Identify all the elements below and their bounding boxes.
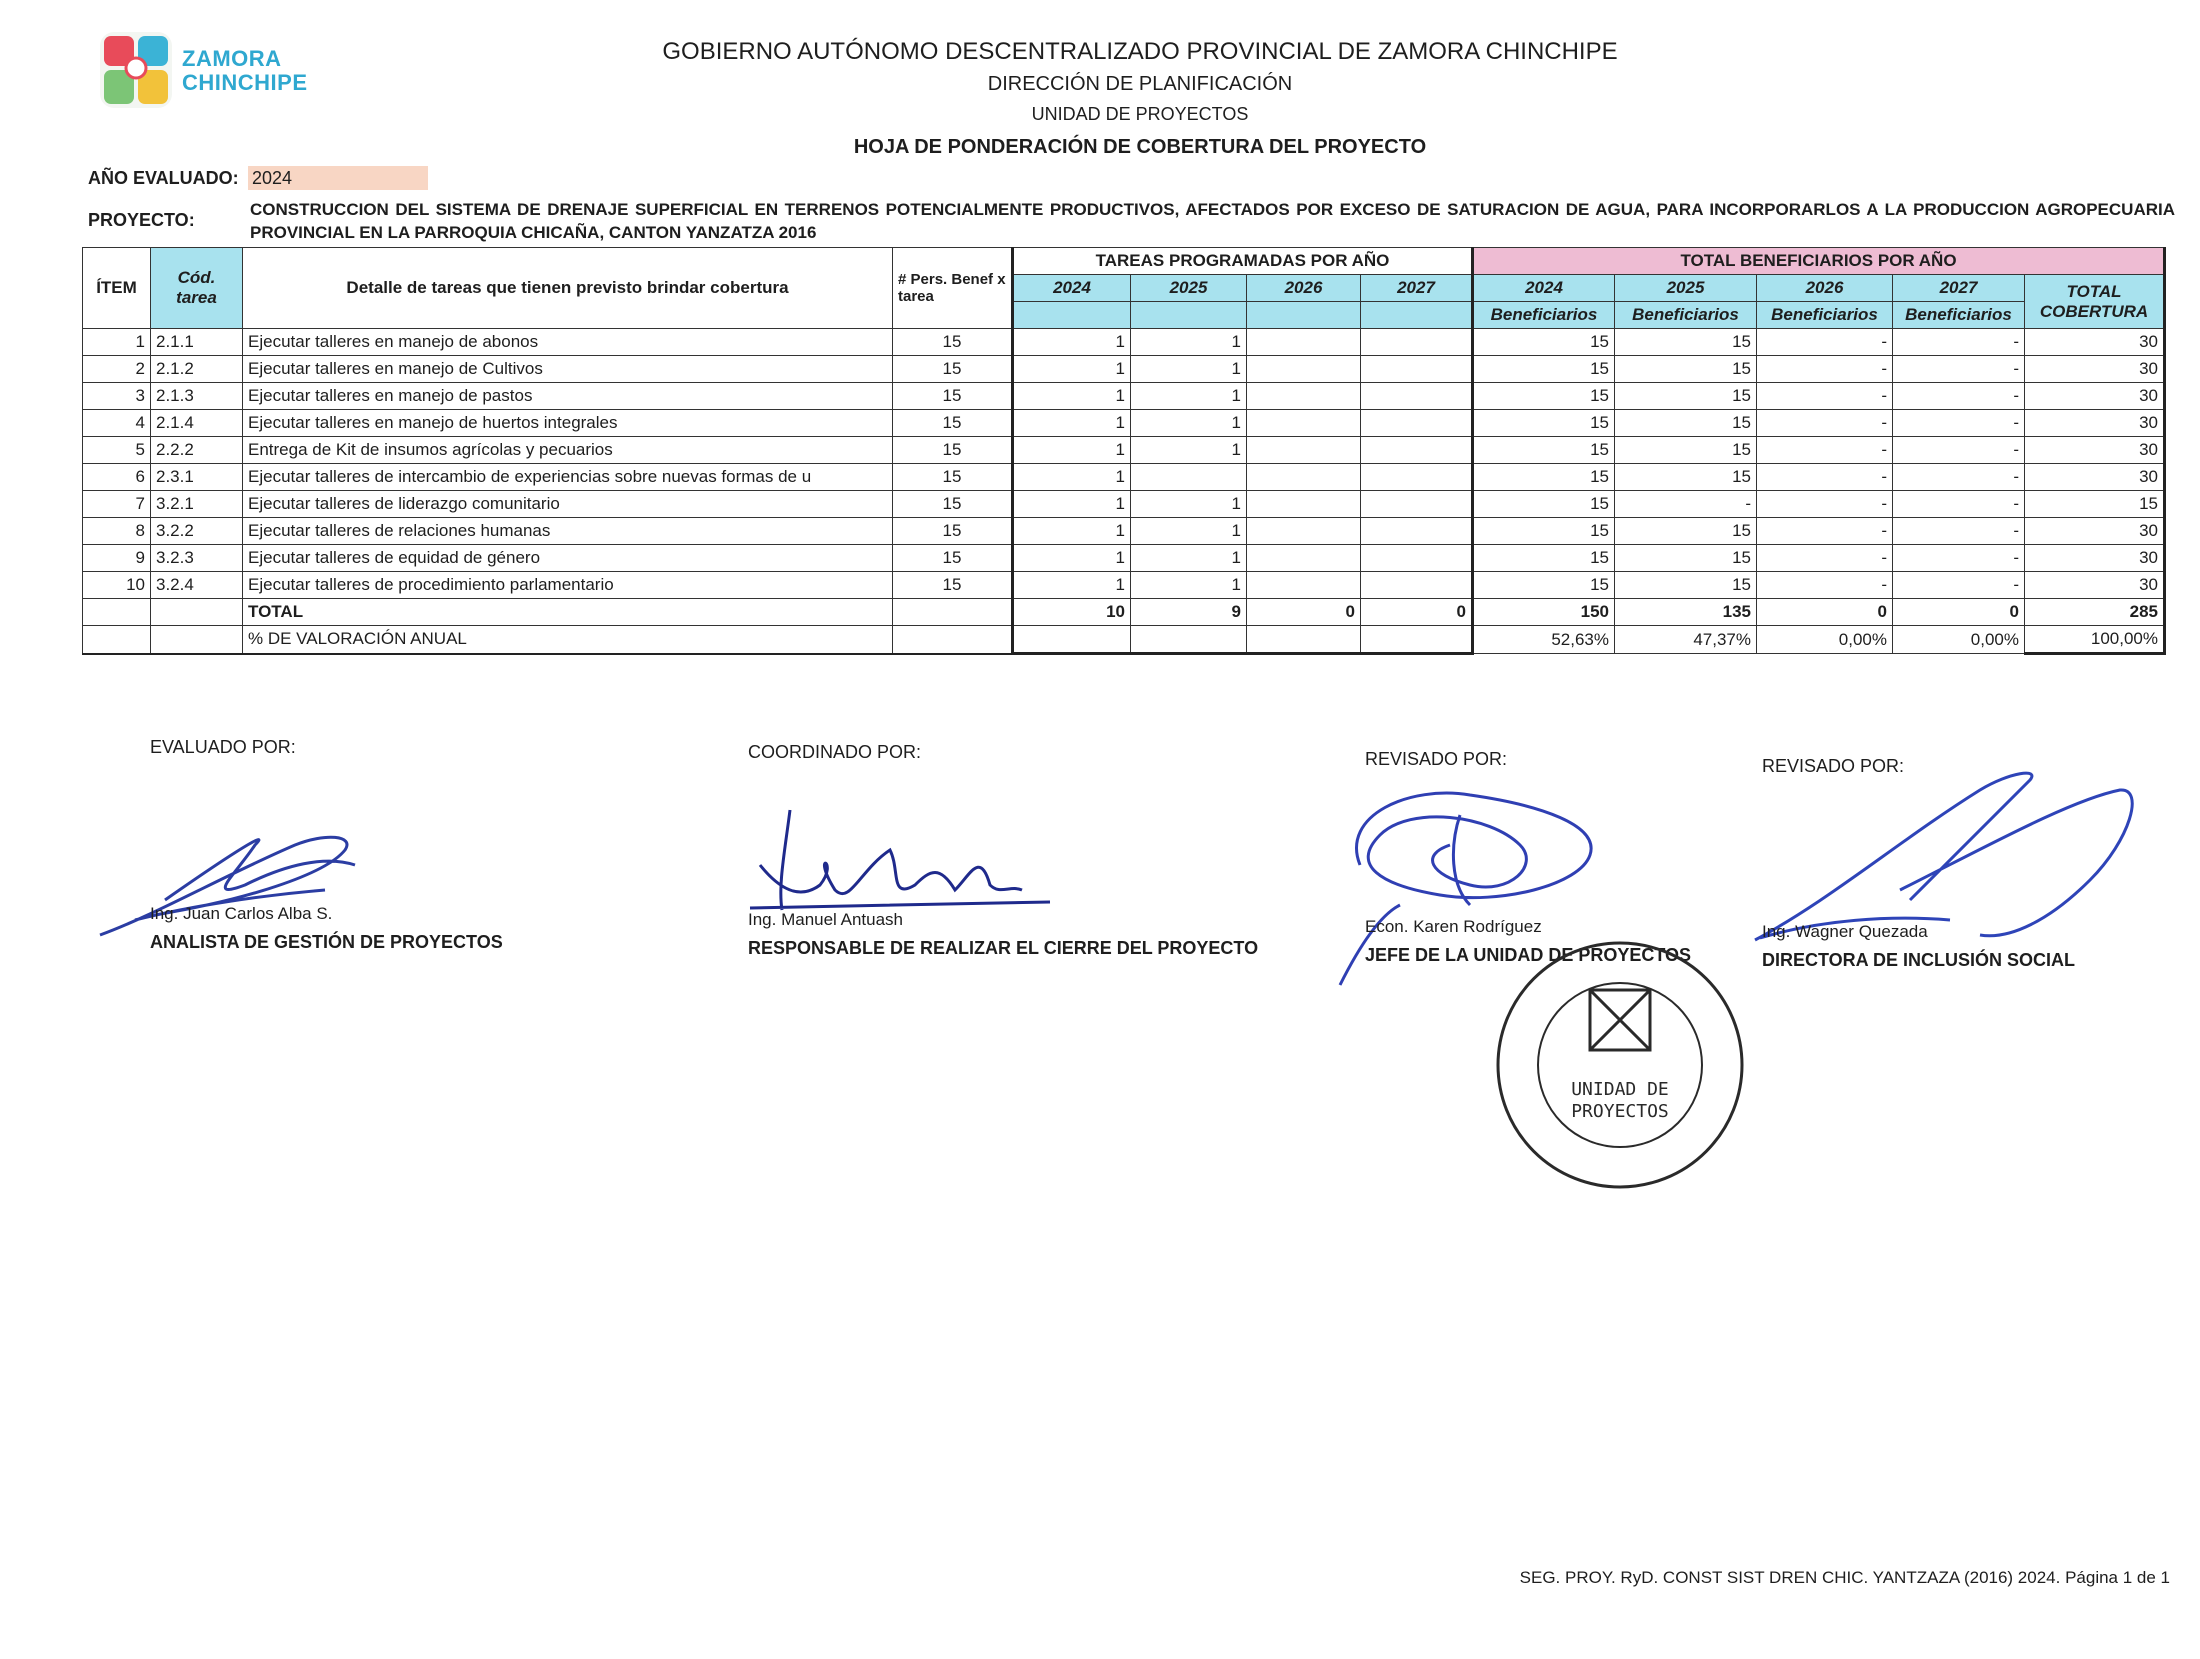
cell-total: 30	[2025, 437, 2165, 464]
cell-total: 30	[2025, 410, 2165, 437]
header-government: GOBIERNO AUTÓNOMO DESCENTRALIZADO PROVINCIAL DE ZAMORA CHINCHIPE	[662, 38, 1618, 65]
cell-b2026: -	[1757, 437, 1893, 464]
cell-t2027	[1361, 491, 1473, 518]
valoracion-label: % DE VALORACIÓN ANUAL	[243, 626, 893, 654]
cell-detalle: Ejecutar talleres en manejo de pastos	[243, 383, 893, 410]
cell-b2026: -	[1757, 410, 1893, 437]
header-tareas-programadas: TAREAS PROGRAMADAS POR AÑO	[1013, 248, 1473, 275]
cell-t2026	[1247, 410, 1361, 437]
cell-b2027: -	[1893, 464, 2025, 491]
cell-t2024: 1	[1013, 329, 1131, 356]
cell-item: 6	[83, 464, 151, 491]
cell-pers: 15	[893, 356, 1013, 383]
header-tareas-year: 2027	[1361, 275, 1473, 302]
cell-total: 30	[2025, 329, 2165, 356]
cell-b2025: 15	[1615, 356, 1757, 383]
cell-t2026	[1247, 545, 1361, 572]
cell-b2026: -	[1757, 572, 1893, 599]
header-tareas-year: 2025	[1131, 275, 1247, 302]
total-cell: 150	[1473, 599, 1615, 626]
cell-t2024: 1	[1013, 518, 1131, 545]
header-cod-tarea: Cód. tarea	[151, 248, 243, 329]
sig1-role: ANALISTA DE GESTIÓN DE PROYECTOS	[150, 932, 503, 952]
cell-t2025: 1	[1131, 356, 1247, 383]
cell-cod: 3.2.2	[151, 518, 243, 545]
header-direction: DIRECCIÓN DE PLANIFICACIÓN	[987, 73, 1293, 95]
cell-b2027: -	[1893, 491, 2025, 518]
cell-t2026	[1247, 491, 1361, 518]
cell-t2025: 1	[1131, 491, 1247, 518]
sig2-caption: COORDINADO POR:	[748, 742, 922, 762]
cell-t2026	[1247, 329, 1361, 356]
cell-b2027: -	[1893, 518, 2025, 545]
cell-b2027: -	[1893, 356, 2025, 383]
cell-t2024: 1	[1013, 356, 1131, 383]
header-beneficiarios: Beneficiarios	[1893, 302, 2025, 329]
table-row	[83, 437, 2165, 464]
cell-detalle: Ejecutar talleres de liderazgo comunitario	[243, 491, 893, 518]
header-beneficiarios: Beneficiarios	[1615, 302, 1757, 329]
table-row	[83, 329, 2165, 356]
header-beneficiarios: Beneficiarios	[1473, 302, 1615, 329]
cell-t2024: 1	[1013, 437, 1131, 464]
cell-t2025: 1	[1131, 410, 1247, 437]
cell-t2025: 1	[1131, 518, 1247, 545]
cell-total: 30	[2025, 356, 2165, 383]
cobertura-table	[82, 247, 2166, 655]
header-pers-benef: # Pers. Benef x tarea	[893, 248, 1013, 329]
cell-t2024: 1	[1013, 410, 1131, 437]
cell-t2024: 1	[1013, 491, 1131, 518]
valoracion-row	[83, 626, 2165, 654]
cell-detalle: Ejecutar talleres en manejo de huertos integrales	[243, 410, 893, 437]
cell-item: 8	[83, 518, 151, 545]
total-cell: 10	[1013, 599, 1131, 626]
sig4-caption: REVISADO POR:	[1762, 756, 1905, 776]
cell-b2026: -	[1757, 491, 1893, 518]
header-item: ÍTEM	[83, 248, 151, 329]
cell-b2024: 15	[1473, 410, 1615, 437]
header-detalle: Detalle de tareas que tienen previsto brindar cobertura	[243, 248, 893, 329]
ano-evaluado-label: AÑO EVALUADO:	[88, 168, 239, 188]
sig4-role: DIRECTORA DE INCLUSIÓN SOCIAL	[1762, 950, 2076, 970]
cell-b2024: 15	[1473, 356, 1615, 383]
cell-b2025: 15	[1615, 518, 1757, 545]
cell-t2027	[1361, 329, 1473, 356]
cell-b2026: -	[1757, 545, 1893, 572]
header-benef-year: 2027	[1893, 275, 2025, 302]
sig2-role: RESPONSABLE DE REALIZAR EL CIERRE DEL PROYECTO	[748, 938, 1259, 958]
zamora-chinchipe-logo: ZAMORA CHINCHIPE	[96, 28, 316, 120]
cell-cod: 2.1.4	[151, 410, 243, 437]
cell-cod: 3.2.3	[151, 545, 243, 572]
total-label: TOTAL	[243, 599, 893, 626]
cell-t2025: 1	[1131, 545, 1247, 572]
official-stamp	[1490, 935, 1750, 1195]
header-beneficiarios: Beneficiarios	[1757, 302, 1893, 329]
valoracion-cell: 0,00%	[1757, 626, 1893, 654]
cell-t2026	[1247, 464, 1361, 491]
cell-b2027: -	[1893, 329, 2025, 356]
cell-pers: 15	[893, 383, 1013, 410]
sig1-caption: EVALUADO POR:	[150, 737, 296, 757]
cell-b2026: -	[1757, 518, 1893, 545]
header-benef-year: 2024	[1473, 275, 1615, 302]
header-total-beneficiarios: TOTAL BENEFICIARIOS POR AÑO	[1473, 248, 2165, 275]
cell-t2025: 1	[1131, 329, 1247, 356]
cell-t2027	[1361, 383, 1473, 410]
sig3-role: JEFE DE LA UNIDAD DE PROYECTOS	[1365, 945, 1692, 965]
cell-item: 3	[83, 383, 151, 410]
cell-pers: 15	[893, 545, 1013, 572]
cell-b2026: -	[1757, 383, 1893, 410]
cell-b2026: -	[1757, 356, 1893, 383]
table-row	[83, 410, 2165, 437]
table-row	[83, 356, 2165, 383]
cell-cod: 2.2.2	[151, 437, 243, 464]
cell-t2024: 1	[1013, 545, 1131, 572]
cell-b2025: 15	[1615, 383, 1757, 410]
valoracion-cell: 100,00%	[2025, 626, 2165, 654]
cell-total: 30	[2025, 383, 2165, 410]
cell-total: 30	[2025, 572, 2165, 599]
proyecto-label: PROYECTO:	[88, 210, 195, 230]
cell-t2026	[1247, 518, 1361, 545]
cell-b2027: -	[1893, 383, 2025, 410]
header-tareas-year: 2024	[1013, 275, 1131, 302]
cell-b2025: -	[1615, 491, 1757, 518]
cell-t2027	[1361, 545, 1473, 572]
cell-total: 30	[2025, 464, 2165, 491]
sig3-caption: REVISADO POR:	[1365, 749, 1508, 769]
cell-item: 7	[83, 491, 151, 518]
header-unit: UNIDAD DE PROYECTOS	[1031, 104, 1249, 124]
cell-detalle: Entrega de Kit de insumos agrícolas y pecuarios	[243, 437, 893, 464]
proyecto-name: CONSTRUCCION DEL SISTEMA DE DRENAJE SUPERFICIAL EN TERRENOS POTENCIALMENTE PRODUCTIVOS, AFECTADOS POR EXCESO DE SATURACION DE AGUA, PARA INCORPORARLOS A LA PRODUCCION AGROPECUARIA PROVINCIAL EN LA PARROQUIA CHICAÑA, CANTON YANZATZA 2016	[250, 200, 2175, 242]
cell-pers: 15	[893, 464, 1013, 491]
cell-t2024: 1	[1013, 383, 1131, 410]
cell-pers: 15	[893, 518, 1013, 545]
valoracion-cell: 0,00%	[1893, 626, 2025, 654]
sig4-name: Ing. Wagner Quezada	[1762, 922, 1928, 941]
cell-item: 9	[83, 545, 151, 572]
cell-b2025: 15	[1615, 572, 1757, 599]
cell-t2024: 1	[1013, 464, 1131, 491]
cell-item: 10	[83, 572, 151, 599]
cell-b2027: -	[1893, 572, 2025, 599]
total-cell: 0	[1893, 599, 2025, 626]
cell-pers: 15	[893, 329, 1013, 356]
total-cell: 9	[1131, 599, 1247, 626]
cell-b2025: 15	[1615, 545, 1757, 572]
total-cell: 0	[1757, 599, 1893, 626]
total-row	[83, 599, 2165, 626]
cell-t2025	[1131, 464, 1247, 491]
cell-b2024: 15	[1473, 437, 1615, 464]
total-cell: 0	[1247, 599, 1361, 626]
cell-cod: 3.2.4	[151, 572, 243, 599]
cell-b2027: -	[1893, 410, 2025, 437]
cell-item: 1	[83, 329, 151, 356]
header-total-cobertura: TOTAL COBERTURA	[2025, 275, 2165, 329]
cell-total: 30	[2025, 518, 2165, 545]
cell-t2024: 1	[1013, 572, 1131, 599]
cell-b2025: 15	[1615, 329, 1757, 356]
svg-text:UNIDAD DE: UNIDAD DE	[1571, 1079, 1669, 1100]
header-tareas-year: 2026	[1247, 275, 1361, 302]
cell-t2027	[1361, 356, 1473, 383]
cell-item: 2	[83, 356, 151, 383]
total-cell: 135	[1615, 599, 1757, 626]
cell-total: 15	[2025, 491, 2165, 518]
cell-b2026: -	[1757, 464, 1893, 491]
cell-t2025: 1	[1131, 572, 1247, 599]
table-row	[83, 545, 2165, 572]
page-title: HOJA DE PONDERACIÓN DE COBERTURA DEL PROYECTO	[853, 136, 1427, 158]
cell-detalle: Ejecutar talleres de relaciones humanas	[243, 518, 893, 545]
header-benef-year: 2026	[1757, 275, 1893, 302]
cell-t2027	[1361, 464, 1473, 491]
cell-b2025: 15	[1615, 464, 1757, 491]
cell-b2027: -	[1893, 437, 2025, 464]
cell-b2024: 15	[1473, 572, 1615, 599]
cell-cod: 2.1.1	[151, 329, 243, 356]
header-benef-year: 2025	[1615, 275, 1757, 302]
cell-pers: 15	[893, 572, 1013, 599]
cell-t2026	[1247, 437, 1361, 464]
table-row	[83, 518, 2165, 545]
cell-b2026: -	[1757, 329, 1893, 356]
cell-t2025: 1	[1131, 437, 1247, 464]
cell-cod: 2.1.2	[151, 356, 243, 383]
cell-t2027	[1361, 518, 1473, 545]
table-row	[83, 383, 2165, 410]
cell-b2024: 15	[1473, 491, 1615, 518]
table-row	[83, 491, 2165, 518]
cell-cod: 3.2.1	[151, 491, 243, 518]
table-row	[83, 464, 2165, 491]
total-cell: 0	[1361, 599, 1473, 626]
cell-detalle: Ejecutar talleres de intercambio de experiencias sobre nuevas formas de u	[243, 464, 893, 491]
cell-t2027	[1361, 410, 1473, 437]
total-cell: 285	[2025, 599, 2165, 626]
valoracion-cell: 47,37%	[1615, 626, 1757, 654]
cell-item: 4	[83, 410, 151, 437]
page-footer: SEG. PROY. RyD. CONST SIST DREN CHIC. YANTZAZA (2016) 2024. Página 1 de 1	[1519, 1568, 2170, 1587]
cell-total: 30	[2025, 545, 2165, 572]
sig2-name: Ing. Manuel Antuash	[748, 910, 904, 929]
valoracion-cell: 52,63%	[1473, 626, 1615, 654]
cell-t2026	[1247, 572, 1361, 599]
cell-t2026	[1247, 383, 1361, 410]
sig3-name: Econ. Karen Rodríguez	[1365, 917, 1542, 936]
cell-detalle: Ejecutar talleres en manejo de Cultivos	[243, 356, 893, 383]
cell-cod: 2.3.1	[151, 464, 243, 491]
cell-b2025: 15	[1615, 410, 1757, 437]
cell-b2024: 15	[1473, 329, 1615, 356]
cell-b2024: 15	[1473, 383, 1615, 410]
table-body	[83, 329, 2165, 599]
cell-t2026	[1247, 356, 1361, 383]
cell-t2027	[1361, 572, 1473, 599]
table-row	[83, 572, 2165, 599]
cell-detalle: Ejecutar talleres en manejo de abonos	[243, 329, 893, 356]
cell-cod: 2.1.3	[151, 383, 243, 410]
cell-b2027: -	[1893, 545, 2025, 572]
cell-b2025: 15	[1615, 437, 1757, 464]
cell-t2025: 1	[1131, 383, 1247, 410]
cell-b2024: 15	[1473, 518, 1615, 545]
cell-b2024: 15	[1473, 545, 1615, 572]
cell-t2027	[1361, 437, 1473, 464]
cell-item: 5	[83, 437, 151, 464]
signature-2	[740, 790, 1060, 920]
signature-1	[95, 805, 375, 945]
sig1-name: Ing. Juan Carlos Alba S.	[150, 904, 333, 923]
svg-text:PROYECTOS: PROYECTOS	[1571, 1101, 1669, 1122]
cell-b2024: 15	[1473, 464, 1615, 491]
ano-evaluado-value: 2024	[248, 166, 428, 190]
cell-pers: 15	[893, 491, 1013, 518]
cell-detalle: Ejecutar talleres de procedimiento parlamentario	[243, 572, 893, 599]
cell-pers: 15	[893, 437, 1013, 464]
cell-detalle: Ejecutar talleres de equidad de género	[243, 545, 893, 572]
cell-pers: 15	[893, 410, 1013, 437]
